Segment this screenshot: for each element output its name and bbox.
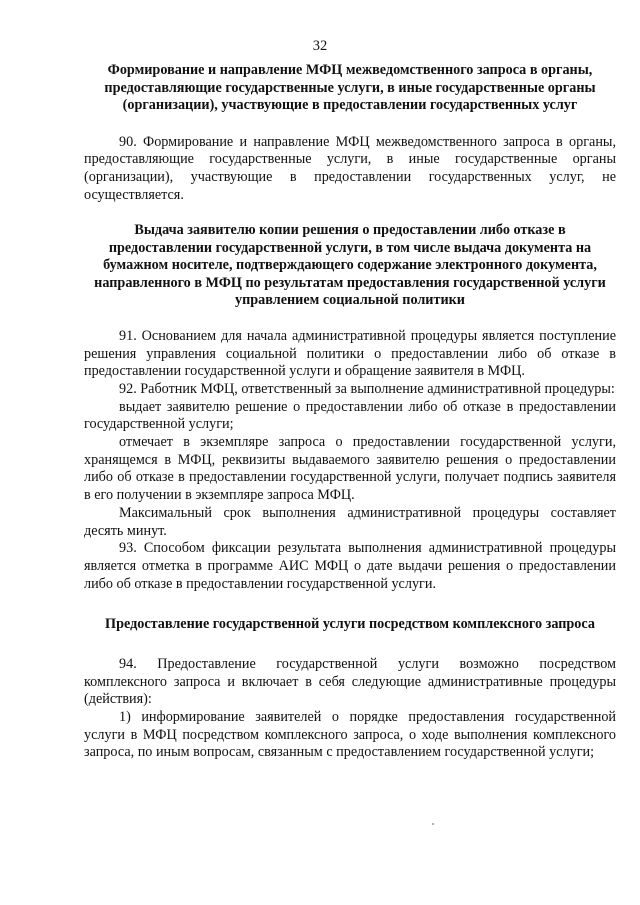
paragraph-92: 92. Работник МФЦ, ответственный за выполнение административной процедуры: (119, 380, 615, 397)
paragraph-92-issue: выдает заявителю решение о предоставлении либо об отказе в предоставлении государственной услуги; (84, 398, 616, 433)
paragraph-92-record: отмечает в экземпляре запроса о предоставлении государственной услуги, хранящемся в МФЦ, реквизиты выдаваемого заявителю решения о предоставлении либо об отказе в предоставлении государственной услуги, получает подпись заявителя в его получении в экземпляре запроса МФЦ. (84, 434, 616, 504)
section-heading-mfc-request: Формирование и направление МФЦ межведомственного запроса в органы, предоставляющие государственные услуги, в иные государственные органы (организации), участвующие в предоставлении государственных услуг (104, 62, 596, 113)
paragraph-94-item-1: 1) информирование заявителей о порядке предоставления государственной услуги в МФЦ посредством комплексного запроса, о ходе выполнения комплексного запроса, по иным вопросам, связанным с предоставлением государственной услуги; (84, 708, 616, 761)
document-body (84, 62, 616, 762)
section-heading-complex-request: Предоставление государственной услуги посредством комплексного запроса (105, 616, 595, 633)
section-heading-decision-issuance: Выдача заявителю копии решения о предоставлении либо отказе в предоставлении государственной услуги, в том числе выдача документа на бумажном носителе, подтверждающего содержание электронного документа, направленного в МФЦ по результатам предоставления государственной услуги управлением социальной политики (94, 222, 606, 309)
paragraph-max-time: Максимальный срок выполнения административной процедуры составляет десять минут. (84, 504, 616, 539)
paragraph-90: 90. Формирование и направление МФЦ межведомственного запроса в органы, предоставляющие государственные услуги, в иные государственные органы (организации), участвующие в предоставлении государственных услуг, не осуществляется. (84, 133, 616, 203)
paragraph-91: 91. Основанием для начала административной процедуры является поступление решения управления социальной политики о предоставлении либо об отказе в предоставлении государственной услуги и обращение заявителя в МФЦ. (84, 327, 616, 380)
paragraph-94: 94. Предоставление государственной услуги возможно посредством комплексного запроса и включает в себя следующие административные процедуры (действия): (84, 655, 616, 708)
page-number: 32 (312, 38, 328, 54)
scan-speck (432, 823, 434, 825)
paragraph-93: 93. Способом фиксации результата выполнения административной процедуры является отметка в программе АИС МФЦ о дате выдачи решения о предоставлении либо об отказе в предоставлении государственной услуги. (84, 540, 616, 592)
